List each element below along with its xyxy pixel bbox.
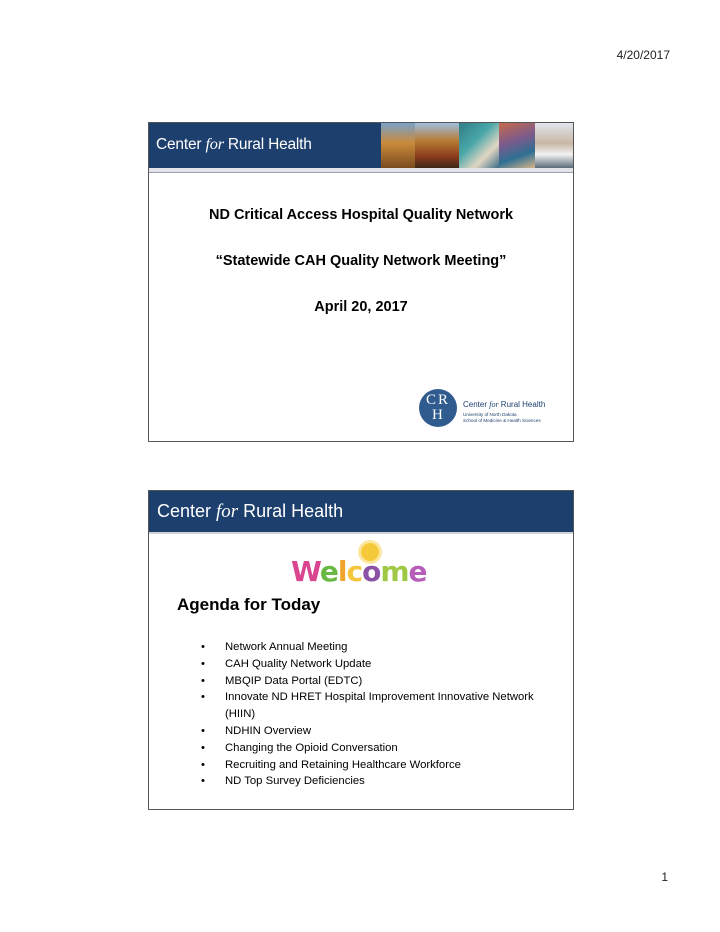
agenda-item-text: Innovate ND HRET Hospital Improvement Innovative Network (HIIN): [225, 691, 534, 721]
agenda-item: [201, 639, 541, 656]
slide-1-banner: [149, 123, 573, 168]
welcome-wordart: [291, 557, 427, 587]
bullet-icon: •: [201, 741, 205, 754]
agenda-item-text: Network Annual Meeting: [225, 641, 348, 653]
photo-community-group: [499, 123, 535, 168]
network-title: ND Critical Access Hospital Quality Network: [208, 207, 514, 223]
page-number: 1: [661, 870, 668, 884]
agenda-item: [201, 723, 541, 740]
welcome-letter: m: [380, 555, 409, 588]
banner-brand: [157, 501, 343, 523]
photo-farm-field: [415, 123, 459, 168]
bullet-icon: •: [201, 641, 205, 653]
bullet-icon: •: [201, 724, 205, 737]
crh-letter-c: C: [426, 392, 437, 408]
welcome-letter: W: [291, 555, 320, 588]
logo-center-text: Center: [463, 400, 490, 409]
welcome-graphic: [291, 541, 441, 591]
crh-letter-h: H: [432, 407, 443, 423]
welcome-letter: c: [346, 555, 363, 588]
brand-for-text: for: [216, 501, 239, 522]
agenda-list: [201, 639, 541, 790]
logo-rural-health-text: Rural Health: [498, 400, 546, 409]
crh-letter-r: R: [438, 392, 449, 408]
welcome-letter: e: [319, 555, 338, 588]
brand-rural-health-text: Rural Health: [223, 136, 312, 153]
banner-photo-strip: [381, 123, 573, 168]
banner-brand: [156, 135, 312, 154]
bullet-icon: •: [201, 758, 205, 771]
bullet-icon: •: [201, 775, 205, 788]
crh-logo: [419, 389, 569, 433]
agenda-item-text: Recruiting and Retaining Healthcare Workforce: [225, 758, 461, 771]
bullet-icon: •: [201, 657, 205, 670]
agenda-item: [201, 689, 541, 723]
photo-physician: [535, 123, 573, 168]
photo-medical-team: [459, 123, 499, 168]
agenda-heading: Agenda for Today: [177, 595, 321, 614]
slide-2: [148, 490, 574, 810]
photo-rural-landscape: [381, 123, 415, 168]
logo-school-text: School of Medicine & Health Sciences: [463, 418, 541, 423]
banner-divider: [149, 168, 573, 173]
welcome-letter: o: [362, 555, 381, 588]
brand-center-text: Center: [156, 136, 206, 153]
agenda-item: [201, 773, 541, 790]
crh-logo-name: [463, 400, 545, 409]
agenda-item: [201, 656, 541, 673]
agenda-item-text: NDHIN Overview: [225, 724, 311, 737]
agenda-item: [201, 757, 541, 774]
brand-rural-health-text: Rural Health: [238, 501, 344, 521]
agenda-item-text: Changing the Opioid Conversation: [225, 741, 398, 754]
welcome-letter: l: [337, 555, 347, 588]
logo-university-text: University of North Dakota: [463, 412, 517, 417]
logo-for-text: for: [489, 400, 499, 409]
agenda-item-text: ND Top Survey Deficiencies: [225, 775, 365, 788]
page-date: 4/20/2017: [616, 48, 670, 62]
agenda-item-text: MBQIP Data Portal (EDTC): [225, 674, 363, 687]
welcome-letter: e: [408, 555, 427, 588]
bullet-icon: •: [201, 674, 205, 687]
meeting-title: “Statewide CAH Quality Network Meeting”: [215, 253, 507, 269]
agenda-item-text: CAH Quality Network Update: [225, 657, 372, 670]
brand-center-text: Center: [157, 501, 217, 521]
bullet-icon: •: [201, 691, 205, 704]
agenda-item: [201, 673, 541, 690]
agenda-item: [201, 740, 541, 757]
slide-1-title-block: [149, 203, 573, 315]
crh-logo-subtitle: [463, 412, 541, 424]
crh-logo-mark: [419, 389, 457, 427]
brand-for-text: for: [205, 135, 224, 153]
slide-2-banner: [149, 491, 573, 534]
slide-1: [148, 122, 574, 442]
meeting-date: April 20, 2017: [314, 299, 408, 315]
